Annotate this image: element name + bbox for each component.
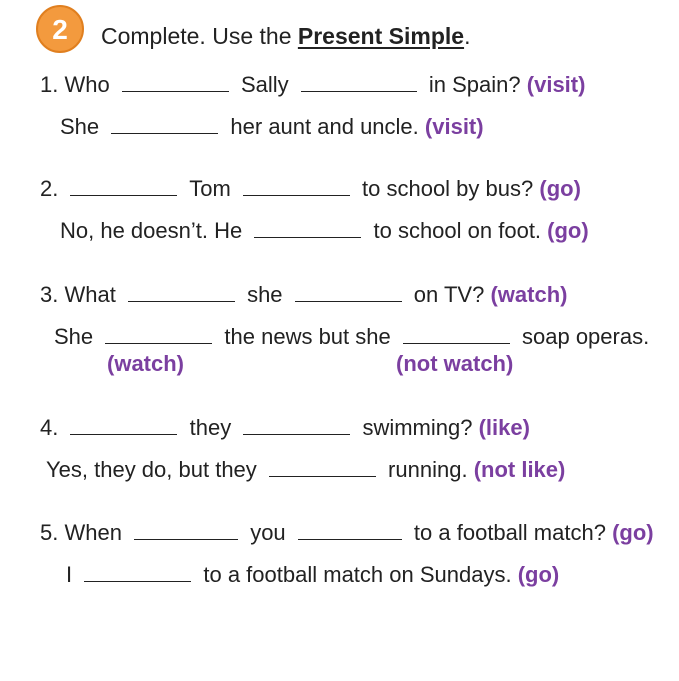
instruction-emphasis: Present Simple xyxy=(297,23,465,49)
answer-blank[interactable] xyxy=(111,114,218,134)
question-4-line xyxy=(40,415,530,441)
text-segment: 3. What xyxy=(40,282,116,307)
text-segment: She xyxy=(60,114,100,139)
text-segment: her aunt and uncle. xyxy=(230,114,419,139)
verb-hint: (not like) xyxy=(473,457,566,482)
badge-circle-icon xyxy=(33,4,87,54)
instruction-end: . xyxy=(464,23,471,49)
question-2-line xyxy=(40,176,581,202)
text-segment: Yes, they do, but they xyxy=(46,457,257,482)
text-segment: to school on foot. xyxy=(373,218,542,243)
answer-4-line xyxy=(46,457,565,483)
text-segment: 4. xyxy=(40,415,59,440)
answer-3-line xyxy=(54,324,649,350)
answer-blank[interactable] xyxy=(301,72,417,92)
verb-hint: (go) xyxy=(539,176,581,201)
text-segment: on TV? xyxy=(413,282,485,307)
verb-hint: (go) xyxy=(547,218,589,243)
exercise-instruction xyxy=(101,23,470,50)
answer-blank[interactable] xyxy=(403,324,510,344)
answer-blank[interactable] xyxy=(254,218,361,238)
answer-blank[interactable] xyxy=(70,176,177,196)
text-segment: I xyxy=(66,562,73,587)
answer-blank[interactable] xyxy=(105,324,212,344)
exercise-number: 2 xyxy=(52,14,68,45)
answer-5-line xyxy=(66,562,559,588)
question-1-line xyxy=(40,72,585,98)
verb-hint: (go) xyxy=(517,562,560,587)
text-segment: to a football match on Sundays. xyxy=(203,562,512,587)
answer-blank[interactable] xyxy=(243,176,350,196)
answer-blank[interactable] xyxy=(269,457,376,477)
answer-1-line xyxy=(60,114,484,140)
answer-blank[interactable] xyxy=(122,72,229,92)
text-segment: she xyxy=(247,282,283,307)
text-segment: Sally xyxy=(240,72,289,97)
verb-hint: (like) xyxy=(478,415,530,440)
text-segment: running. xyxy=(388,457,468,482)
verb-hint: (watch) xyxy=(490,282,568,307)
text-segment: 5. When xyxy=(40,520,122,545)
verb-hint: (go) xyxy=(612,520,654,545)
verb-hint-not-watch: (not watch) xyxy=(396,351,514,376)
text-segment: in Spain? xyxy=(428,72,521,97)
answer-blank[interactable] xyxy=(298,520,402,540)
text-segment: the news but she xyxy=(224,324,391,349)
question-5-line xyxy=(40,520,654,546)
answer-blank[interactable] xyxy=(70,415,177,435)
text-segment: they xyxy=(189,415,232,440)
text-segment: swimming? xyxy=(362,415,473,440)
text-segment: to school by bus? xyxy=(362,176,534,201)
text-segment: soap operas. xyxy=(522,324,650,349)
text-segment: 2. xyxy=(40,176,59,201)
answer-blank[interactable] xyxy=(243,415,350,435)
instruction-text: Complete. Use the xyxy=(101,23,292,49)
verb-hint: (visit) xyxy=(424,114,484,139)
verb-hint-watch: (watch) xyxy=(107,351,184,376)
verb-hint: (visit) xyxy=(526,72,586,97)
exercise-number-badge xyxy=(33,4,87,54)
text-segment: you xyxy=(250,520,286,545)
text-segment: to a football match? xyxy=(413,520,606,545)
text-segment: 1. Who xyxy=(40,72,110,97)
text-segment: Tom xyxy=(189,176,231,201)
answer-blank[interactable] xyxy=(295,282,402,302)
text-segment: She xyxy=(54,324,94,349)
answer-blank[interactable] xyxy=(128,282,235,302)
question-3-line xyxy=(40,282,567,308)
answer-blank[interactable] xyxy=(84,562,191,582)
answer-blank[interactable] xyxy=(134,520,238,540)
text-segment: No, he doesn’t. He xyxy=(60,218,243,243)
answer-2-line xyxy=(60,218,589,244)
